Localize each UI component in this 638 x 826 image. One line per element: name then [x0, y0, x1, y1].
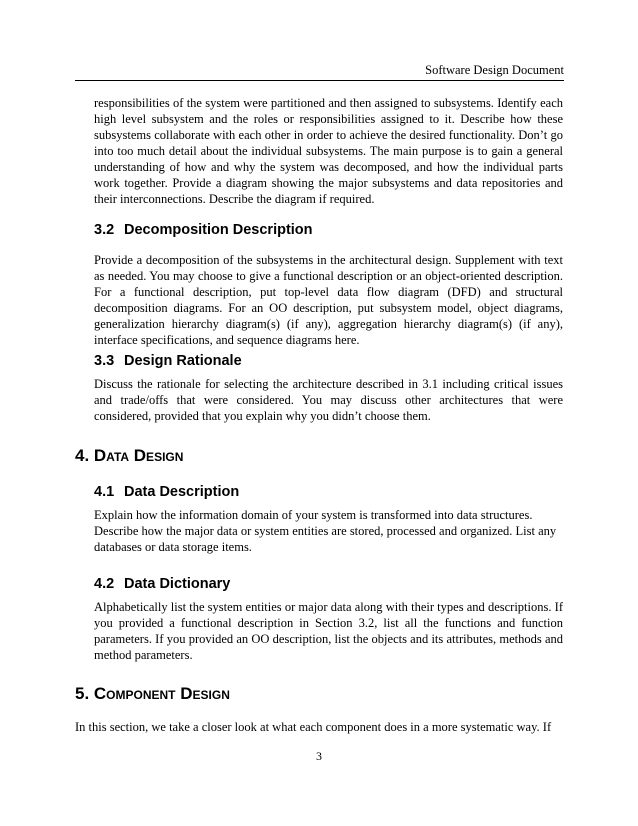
- section-title: Design Rationale: [124, 353, 242, 369]
- section-3-2-heading: [94, 221, 313, 239]
- section-3-3-body: Discuss the rationale for selecting the architecture described in 3.1 including critical issues and trade/offs that were considered. You may discuss other architectures that were considered, provided that you explain why you didn’t choose them.: [94, 377, 563, 423]
- section-4-heading: 4. Data Design: [75, 446, 184, 465]
- section-4-1-body: Explain how the information domain of your system is transformed into data structures. Describe how the major data or system entities are stored, processed and organized. List any databases or data storage items.: [94, 508, 557, 554]
- section-number: 3.3: [94, 353, 115, 369]
- section-5-body: In this section, we take a closer look at what each component does in a more systematic way. If: [75, 720, 552, 734]
- section-number: 4.2: [94, 576, 115, 592]
- section-number: 4.1: [94, 484, 115, 500]
- section-5-heading: 5. Component Design: [75, 684, 230, 703]
- section-3-2-body: Provide a decomposition of the subsystems in the architectural design. Supplement with text as needed. You may choose to give a functional description or an object-oriented description. For a functional description, put top-level data flow diagram (DFD) and structural decomposition diagrams. For an OO description, put subsystem model, object diagrams, generalization hierarchy diagram(s) (if any), aggregation hierarchy diagram(s) (if any), interface specifications, and sequence diagrams here.: [94, 253, 563, 347]
- section-title: Data Dictionary: [124, 576, 231, 592]
- section-title: Decomposition Description: [124, 222, 313, 238]
- section-4-1-heading: [94, 483, 239, 501]
- section-3-3-heading: [94, 352, 242, 370]
- section-number: 3.2: [94, 222, 115, 238]
- running-header: Software Design Document: [75, 62, 564, 81]
- section-4-2-heading: [94, 575, 230, 593]
- page-number: 3: [316, 749, 322, 763]
- section-4-2-body: Alphabetically list the system entities or major data along with their types and descriptions. If you provided a functional description in Section 3.2, list all the functions and function parameters. If you provided an OO description, list the objects and its attributes, methods and method parameters.: [94, 600, 563, 662]
- section-title: Data Description: [124, 484, 240, 500]
- intro-paragraph: responsibilities of the system were partitioned and then assigned to subsystems. Identify each high level subsystem and the roles or responsibilities assigned to it. Describe how these subsystems collaborate with each other in order to achieve the desired functionality. Don’t go into too much detail about the individual subsystems. The main purpose is to gain a general understanding of how and why the system was decomposed, and how the individual parts work together. Provide a diagram showing the major subsystems and data repositories and their interconnections. Describe the diagram if required.: [94, 96, 563, 206]
